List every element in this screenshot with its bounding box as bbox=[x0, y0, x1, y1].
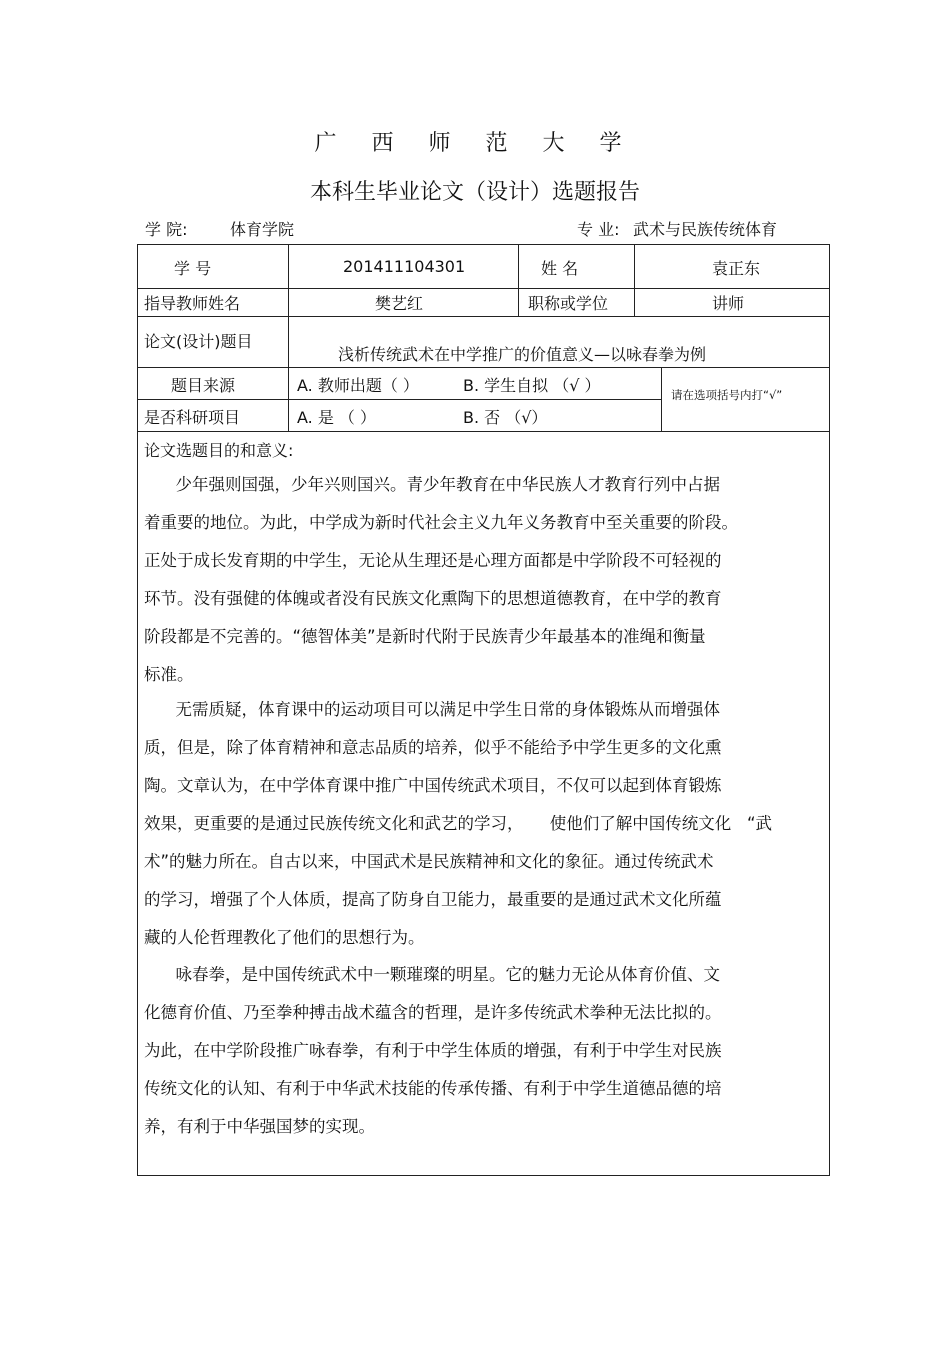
name-value: 袁正东 bbox=[712, 259, 761, 278]
purpose-text-line: 正处于成长发育期的中学生，无论从生理还是心理方面都是中学阶段不可轻视的 bbox=[144, 551, 722, 570]
report-table bbox=[137, 244, 830, 1176]
column-divider bbox=[634, 245, 635, 316]
research-option-b: B. 否 （√） bbox=[463, 408, 548, 427]
university-name: 广 西 师 范 大 学 bbox=[314, 131, 636, 156]
purpose-text-line: 少年强则国强，少年兴则国兴。青少年教育在中华民族人才教育行列中占据 bbox=[144, 475, 720, 494]
checkmark-instruction: 请在选项括号内打“√” bbox=[671, 388, 783, 402]
purpose-text-line: 效果，更重要的是通过民族传统文化和武艺的学习， 使他们了解中国传统文化 “武 bbox=[144, 814, 773, 833]
purpose-text-line: 化德育价值、乃至拳种搏击战术蕴含的哲理，是许多传统武术拳种无法比拟的。 bbox=[144, 1003, 722, 1022]
purpose-text-line: 阶段都是不完善的。“德智体美”是新时代附于民族青少年最基本的准绳和衡量 bbox=[144, 627, 706, 646]
row-divider bbox=[138, 399, 661, 400]
name-label: 姓 名 bbox=[541, 259, 579, 278]
major-value: 武术与民族传统体育 bbox=[633, 220, 778, 239]
purpose-text-line: 藏的人伦哲理教化了他们的思想行为。 bbox=[144, 928, 425, 947]
source-option-b: B. 学生自拟 （√ ） bbox=[463, 376, 601, 395]
row-divider bbox=[138, 288, 829, 289]
college-value: 体育学院 bbox=[230, 220, 295, 239]
major-label: 专 业: bbox=[577, 220, 620, 239]
source-option-a: A. 教师出题（ ） bbox=[297, 376, 419, 395]
topic-value: 浅析传统武术在中学推广的价值意义—以咏春拳为例 bbox=[338, 345, 707, 364]
purpose-text-line: 环节。没有强健的体魄或者没有民族文化熏陶下的思想道德教育，在中学的教育 bbox=[144, 589, 722, 608]
advisor-value: 樊艺红 bbox=[375, 294, 424, 313]
column-divider bbox=[288, 245, 289, 431]
purpose-heading: 论文选题目的和意义: bbox=[144, 441, 294, 460]
purpose-text-line: 陶。文章认为，在中学体育课中推广中国传统武术项目，不仅可以起到体育锻炼 bbox=[144, 776, 722, 795]
purpose-text-line: 传统文化的认知、有利于中华武术技能的传承传播、有利于中学生道德品德的培 bbox=[144, 1079, 722, 1098]
purpose-text-line: 无需质疑，体育课中的运动项目可以满足中学生日常的身体锻炼从而增强体 bbox=[144, 700, 720, 719]
research-option-a: A. 是 （ ） bbox=[297, 408, 377, 427]
rank-value: 讲师 bbox=[712, 294, 745, 313]
purpose-text-line: 咏春拳，是中国传统武术中一颗璀璨的明星。它的魅力无论从体育价值、文 bbox=[144, 965, 720, 984]
purpose-text-line: 术”的魅力所在。自古以来，中国武术是民族精神和文化的象征。通过传统武术 bbox=[144, 852, 714, 871]
purpose-text-line: 标准。 bbox=[144, 665, 194, 684]
research-label: 是否科研项目 bbox=[144, 408, 241, 427]
report-title: 本科生毕业论文（设计）选题报告 bbox=[309, 180, 640, 205]
source-label: 题目来源 bbox=[171, 376, 236, 395]
purpose-text-line: 质，但是，除了体育精神和意志品质的培养，似乎不能给予中学生更多的文化熏 bbox=[144, 738, 722, 757]
row-divider bbox=[138, 431, 829, 432]
advisor-label: 指导教师姓名 bbox=[144, 294, 241, 313]
student-id-label: 学 号 bbox=[174, 259, 212, 278]
rank-label: 职称或学位 bbox=[528, 294, 609, 313]
purpose-text-line: 的学习，增强了个人体质，提高了防身自卫能力，最重要的是通过武术文化所蕴 bbox=[144, 890, 722, 909]
purpose-text-line: 着重要的地位。为此，中学成为新时代社会主义九年义务教育中至关重要的阶段。 bbox=[144, 513, 738, 532]
purpose-text-line: 养，有利于中华强国梦的实现。 bbox=[144, 1117, 375, 1136]
purpose-text-line: 为此，在中学阶段推广咏春拳，有利于中学生体质的增强，有利于中学生对民族 bbox=[144, 1041, 722, 1060]
college-label: 学 院: bbox=[145, 220, 188, 239]
topic-label: 论文(设计)题目 bbox=[144, 332, 253, 351]
row-divider bbox=[138, 316, 829, 317]
row-divider bbox=[138, 367, 829, 368]
column-divider bbox=[661, 367, 662, 431]
student-id-value: 201411104301 bbox=[343, 257, 466, 276]
column-divider bbox=[518, 245, 519, 316]
